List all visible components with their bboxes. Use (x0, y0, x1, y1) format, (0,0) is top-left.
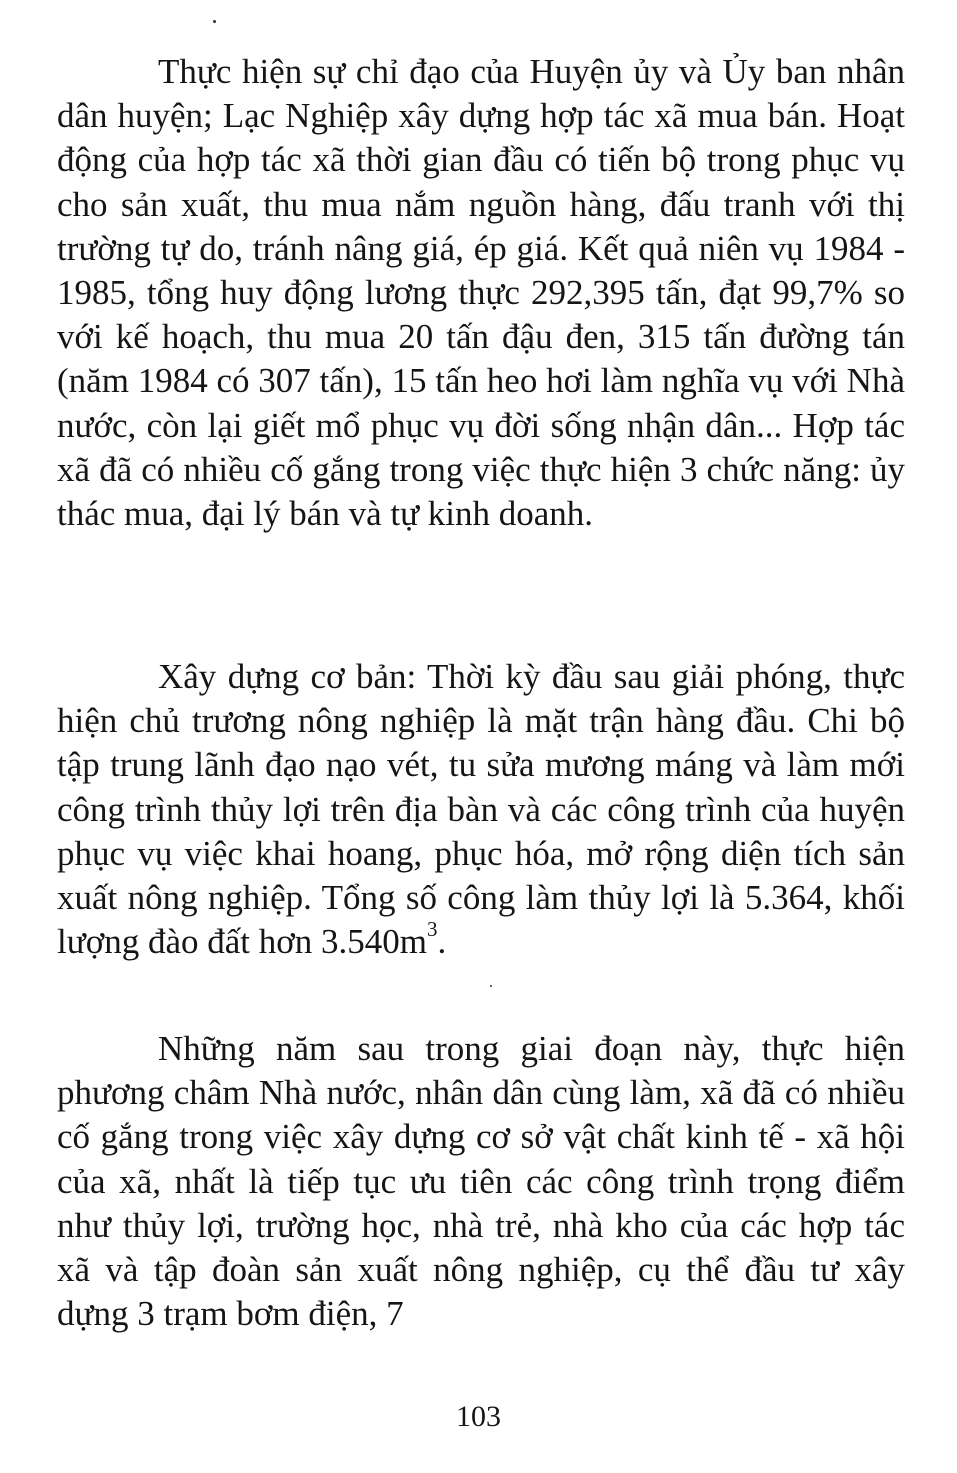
paragraph-basic-construction (57, 655, 905, 964)
scan-speck (490, 985, 492, 987)
paragraph-text: Xây dựng cơ bản: Thời kỳ đầu sau giải phóng, thực hiện chủ trương nông nghiệp là mặt trận hàng đầu. Chi bộ tập trung lãnh đạo nạo vét, tu sửa mương máng và làm mới công trình thủy lợi trên địa bàn và các công trình của huyện phục vụ việc khai hoang, phục hóa, mở rộng diện tích sản xuất nông nghiệp. Tổng số công làm thủy lợi là 5.364, khối lượng đào đất hơn 3.540m (57, 657, 905, 962)
page-number: 103 (456, 1400, 501, 1433)
superscript-unit: 3 (426, 917, 438, 942)
paragraph-tail: . (437, 922, 447, 962)
paragraph-cooperative-trade: Thực hiện sự chỉ đạo của Huyện ủy và Ủy ban nhân dân huyện; Lạc Nghiệp xây dựng hợp tác xã mua bán. Hoạt động của hợp tác xã thời gian đầu có tiến bộ trong phục vụ cho sản xuất, thu mua nắm nguồn hàng, đấu tranh với thị trường tự do, tránh nâng giá, ép giá. Kết quả niên vụ 1984 - 1985, tổng huy động lương thực 292,395 tấn, đạt 99,7% so với kế hoạch, thu mua 20 tấn đậu đen, 315 tấn đường tán (năm 1984 có 307 tấn), 15 tấn heo hơi làm nghĩa vụ với Nhà nước, còn lại giết mổ phục vụ đời sống nhận dân... Hợp tác xã đã có nhiều cố gắng trong việc thực hiện 3 chức năng: ủy thác mua, đại lý bán và tự kinh doanh. (57, 52, 905, 534)
scan-speck (213, 20, 216, 23)
paragraph-later-years: Những năm sau trong giai đoạn này, thực hiện phương châm Nhà nước, nhân dân cùng làm, xã đã có nhiều cố gắng trong việc xây dựng cơ sở vật chất kinh tế - xã hội của xã, nhất là tiếp tục ưu tiên các công trình trọng điểm như thủy lợi, trường học, nhà trẻ, nhà kho của các hợp tác xã và tập đoàn sản xuất nông nghiệp, cụ thể đầu tư xây dựng 3 trạm bơm điện, 7 (57, 1029, 905, 1334)
